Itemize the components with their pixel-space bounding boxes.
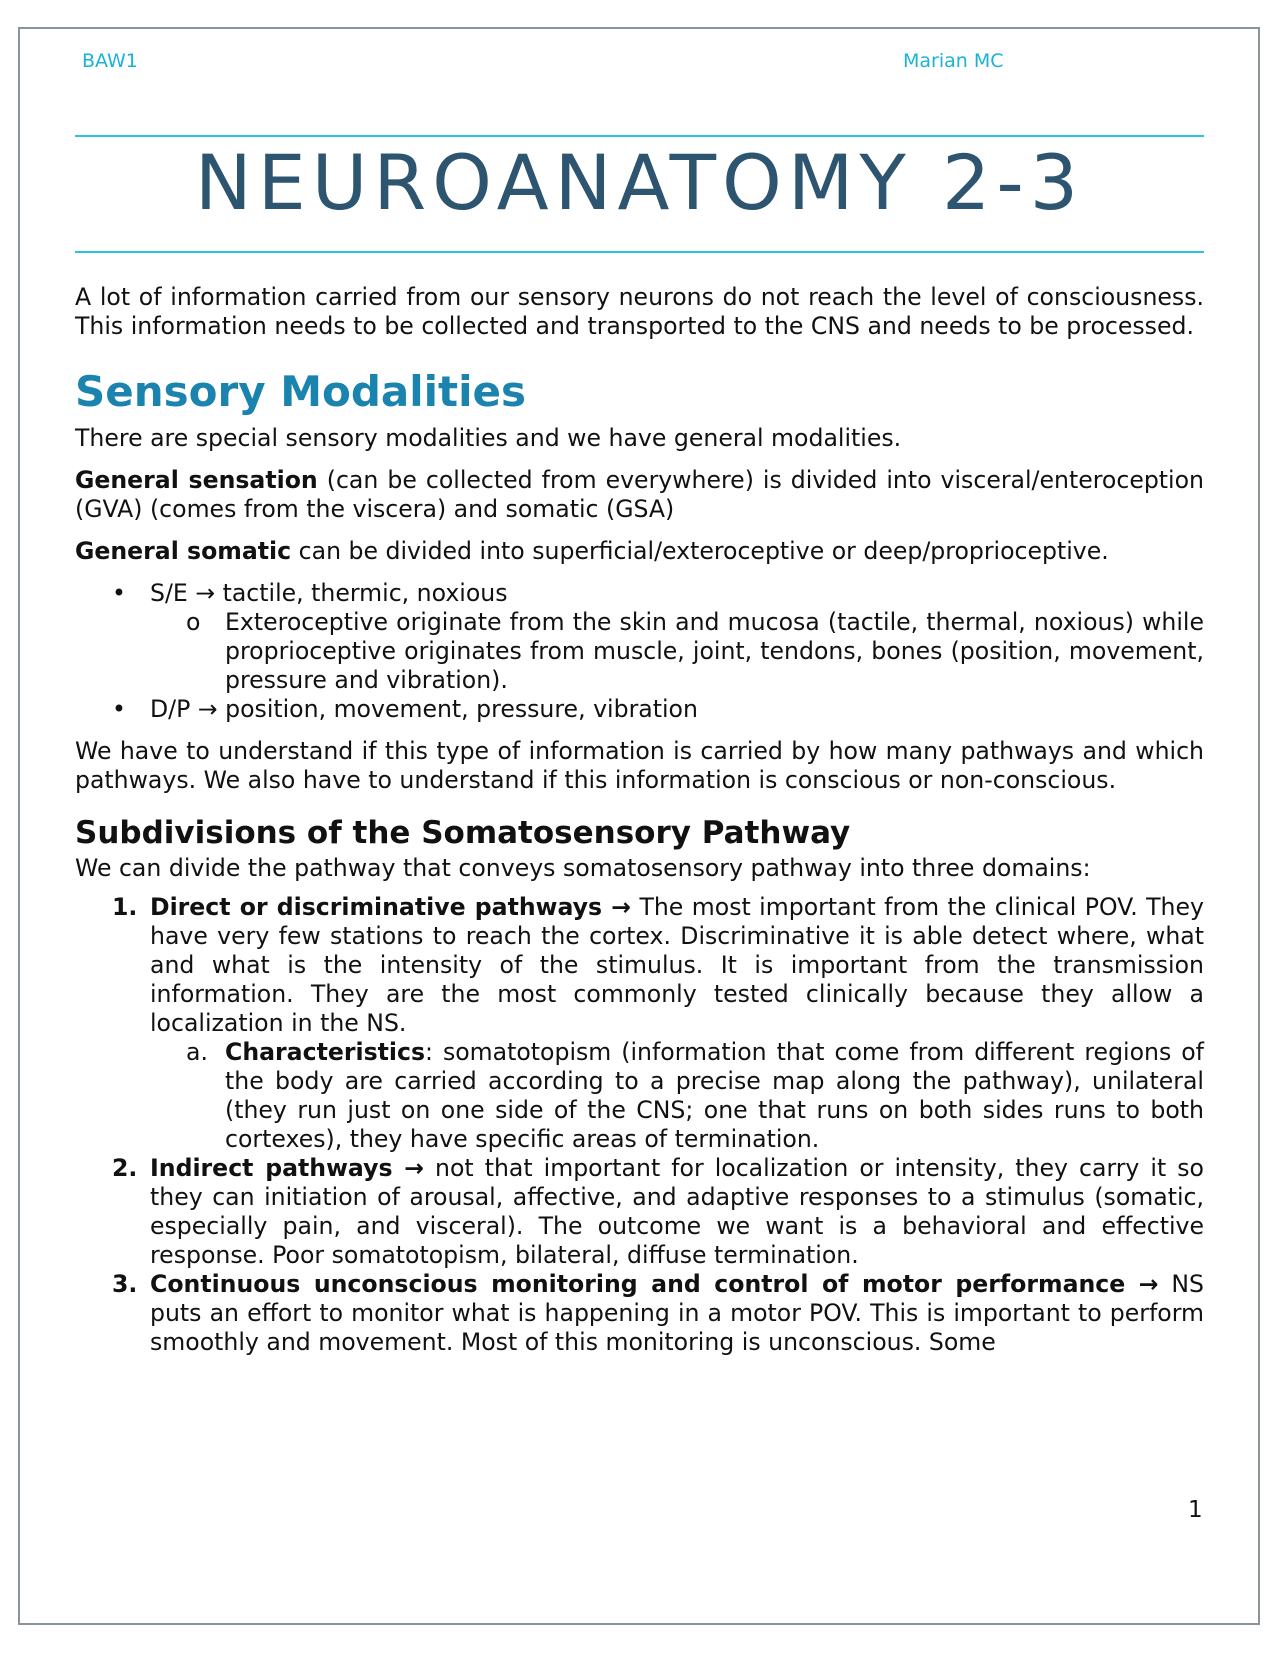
bullet-list (75, 579, 1204, 724)
sub-bullet-marker: o (186, 608, 201, 636)
list-item-text: S/E → tactile, thermic, noxious (150, 579, 508, 607)
section-heading-sensory-modalities: Sensory Modalities (75, 367, 527, 416)
bullet-marker: • (112, 695, 126, 723)
list-item (75, 695, 1204, 724)
list-item (75, 579, 1204, 695)
numbered-list (75, 893, 1204, 1357)
intro-paragraph: A lot of information carried from our sensory neurons do not reach the level of consciousness. This information needs to be collected and transported to the CNS and needs to be processed. (75, 283, 1204, 340)
bold-term: General sensation (75, 466, 318, 494)
paragraph-text: can be divided into superficial/exteroceptive or deep/proprioceptive. (291, 537, 1109, 565)
bold-term: Indirect pathways → (150, 1154, 425, 1182)
paragraph (75, 537, 1204, 566)
list-item (150, 1038, 1204, 1154)
bold-term: Continuous unconscious monitoring and control of motor performance → (150, 1270, 1159, 1298)
list-item-text: not that important for localization or intensity, they carry it so they can initiation of arousal, affective, and adaptive responses to a stimulus (somatic, especially pain, and visceral). The outcome we want is a behavioral and effective response. Poor somatotopism, bilateral, diffuse termination. (150, 1154, 1204, 1269)
sub-list (150, 608, 1204, 695)
title-rule-bottom (75, 251, 1204, 253)
list-item (150, 608, 1204, 695)
document-title: NEUROANATOMY 2-3 (194, 138, 1085, 227)
paragraph-text: (can be collected from everywhere) is divided into visceral/enteroception (GVA) (comes from the viscera) and somatic (GSA) (75, 466, 1205, 523)
paragraph: We can divide the pathway that conveys somatosensory pathway into three domains: (75, 854, 1091, 882)
list-item (75, 893, 1204, 1154)
list-item-text: D/P → position, movement, pressure, vibration (150, 695, 698, 723)
list-item (75, 1270, 1204, 1357)
header-right: Marian MC (903, 50, 1004, 72)
bold-term: Characteristics (225, 1038, 426, 1066)
section-heading-subdivisions: Subdivisions of the Somatosensory Pathway (75, 815, 851, 851)
bold-term: General somatic (75, 537, 292, 565)
lettered-list (150, 1038, 1204, 1154)
list-item-text: The most important from the clinical POV. They have very few stations to reach the cortex. Discriminative it is able detect where, what and what is the intensity of the stimulus. It is important from the transmission information. They are the most commonly tested clinically because they allow a localization in the NS. (150, 893, 1204, 1037)
document-body (75, 283, 1204, 1357)
list-item-text: : somatotopism (information that come from different regions of the body are carried according to a precise map along the pathway), unilateral (they run just on one side of the CNS; one that runs on both sides runs to both cortexes), they have specific areas of termination. (225, 1038, 1204, 1153)
number-marker: 1. (112, 893, 138, 921)
bold-term: Direct or discriminative pathways → (150, 893, 631, 921)
paragraph: There are special sensory modalities and we have general modalities. (75, 424, 902, 452)
list-item (75, 1154, 1204, 1270)
header-left: BAW1 (82, 50, 138, 72)
letter-marker: a. (186, 1038, 208, 1066)
page-number: 1 (1188, 1497, 1203, 1523)
paragraph: We have to understand if this type of information is carried by how many pathways and which pathways. We also have to understand if this information is conscious or non-conscious. (75, 737, 1204, 794)
number-marker: 2. (112, 1154, 138, 1182)
number-marker: 3. (112, 1270, 138, 1298)
list-item-text: NS puts an effort to monitor what is happening in a motor POV. This is important to perform smoothly and movement. Most of this monitoring is unconscious. Some (150, 1270, 1204, 1356)
list-item-text: Exteroceptive originate from the skin and mucosa (tactile, thermal, noxious) while proprioceptive originates from muscle, joint, tendons, bones (position, movement, pressure and vibration). (225, 608, 1204, 694)
paragraph (75, 466, 1204, 524)
bullet-marker: • (112, 579, 126, 607)
